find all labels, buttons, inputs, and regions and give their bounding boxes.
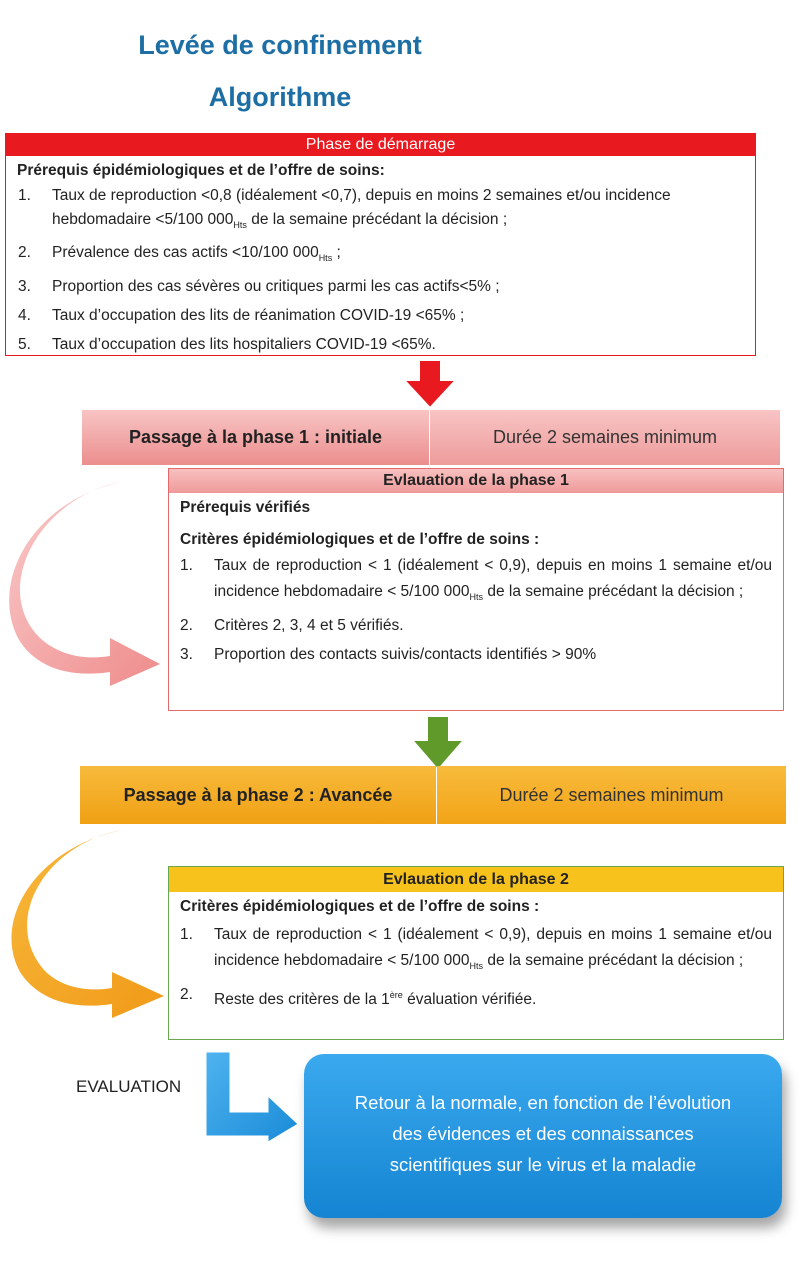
start-item-2: 2. Prévalence des cas actifs <10/100 $000_{Hts}$ ; [18, 244, 341, 264]
start-item-3: 3. Proportion des cas sévères ou critiques parmi les cas actifs<5% ; [18, 278, 500, 296]
orange-curved-arrow-icon [0, 826, 172, 1022]
green-down-arrow-icon [408, 714, 468, 772]
final-line-3: scientifiques sur le virus et la maladie [389, 1154, 697, 1175]
phase1-item-3: 3. Proportion des contacts suivis/contacts identifiés > 90% [180, 646, 597, 664]
phase2-criteria-heading: Critères épidémiologiques et de l’offre de soins : [180, 898, 540, 915]
red-down-arrow-icon [400, 358, 460, 410]
phase1-evaluation-box [168, 468, 784, 711]
start-phase-box [5, 133, 756, 356]
phase2-passage-banner: Passage à la phase 2 : Avancée [80, 766, 436, 824]
phase1-evaluation-header: Evlauation de la phase 1 [169, 469, 783, 493]
title-line-1: Levée de confinement [138, 30, 422, 60]
phase2-item-1: 1. Taux de reproduction < 1 (idéalement < 0,9), depuis en moins 1 semaine et/ou incidence hebdomadaire < 5/100 $000_{Hts}$ de la semaine précédant la décision ; [180, 926, 772, 972]
phase2-duration-banner: Durée 2 semaines minimum [437, 766, 786, 824]
evaluation-label: EVALUATION [76, 1077, 182, 1096]
phase1-passage-banner: Passage à la phase 1 : initiale [82, 410, 429, 465]
title-line-2: Algorithme [208, 82, 352, 112]
return-to-normal-box [304, 1054, 782, 1218]
phase1-criteria-heading: Critères épidémiologiques et de l’offre de soins : [180, 531, 540, 548]
phase1-item-2: 2. Critères 2, 3, 4 et 5 vérifiés. [180, 617, 404, 635]
phase2-evaluation-box [168, 866, 784, 1040]
phase2-evaluation-header: Evlauation de la phase 2 [169, 867, 783, 892]
start-item-1: 1. Taux de reproduction <0,8 (idéalement <0,7), depuis en moins 2 semaines et/ou incidence hebdomadaire <5/100 $000_{Hts}$ de la semaine précédant la décision ; [18, 187, 671, 231]
phase2-item-2: 2. Reste des critères de la 1ère évaluation vérifiée. [180, 986, 537, 1009]
blue-elbow-arrow-icon [200, 1050, 304, 1145]
phase1-prereq-verified: Prérequis vérifiés [180, 499, 311, 516]
start-phase-header: Phase de démarrage [6, 134, 755, 156]
final-line-2: des évidences et des connaissances [392, 1123, 694, 1144]
start-item-4: 4. Taux d’occupation des lits de réanimation COVID-19 <65% ; [18, 307, 465, 325]
phase1-duration-banner: Durée 2 semaines minimum [430, 410, 780, 465]
final-line-1: Retour à la normale, en fonction de l’évolution [354, 1092, 732, 1113]
phase1-item-1: 1. Taux de reproduction < 1 (idéalement < 0,9), depuis en moins 1 semaine et/ou incidence hebdomadaire < 5/100 $000_{Hts}$ de la semaine précédant la décision ; [180, 557, 772, 603]
start-item-5: 5. Taux d’occupation des lits hospitaliers COVID-19 <65%. [18, 336, 436, 354]
pink-curved-arrow-icon [0, 478, 170, 693]
start-prereq-heading: Prérequis épidémiologiques et de l’offre de soins: [17, 162, 385, 179]
